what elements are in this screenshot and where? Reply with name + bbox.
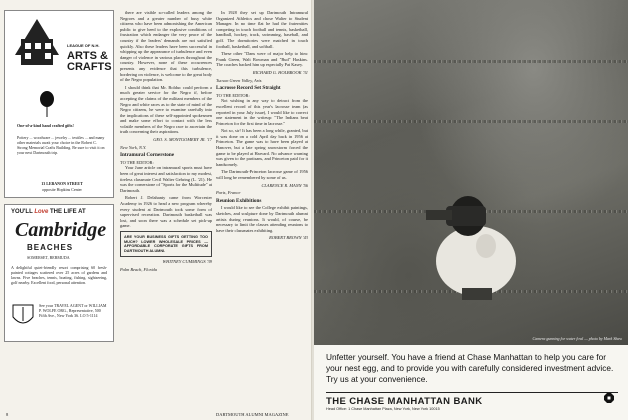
crest-icon [11,303,35,329]
letter-paragraph: In 1928 they set up Dartmouth Intramural Organized Athletics and chose Walter to Student Manager. In no time flat he had the fraternities competing in touch football and tennis, basketball, handball, hockey, track, swimming, baseball, and golf. The dormitories were matched in touch football, basketball, and softball. [216,10,308,49]
magazine-folio: DARTMOUTH ALUMNI MAGAZINE [216,412,289,417]
chase-octagon-logo-icon [604,393,614,403]
letter-place: Tucson Green Valley, Ariz. [216,77,263,83]
arts-address-sub: opposite Hopkins Center [42,187,82,192]
letter-paragraph: Not wishing in any way to detract from the excellent record of this year's lacrosse team (as reported in your July issue), I would like to correct one statement in the writeup: "The Indians beat Princeton for the first time in lacrosse." [216,98,308,126]
letters-column-2 [216,10,308,243]
cambridge-contact: See your TRAVEL AGENT or WILLIAM P. WOLFE ORG., Representative, 500 Fifth Ave., New York 36. LO 5-1114 [39,303,107,318]
bank-name: THE CHASE MANHATTAN BANK [326,396,483,407]
letter-paragraph: The Dartmouth-Princeton lacrosse game of 1956 will long be remembered by some of us. [216,169,308,181]
ad-headline: Unfetter yourself. You have a friend at Chase Manhattan to help you care for your nest egg, and to provide you with carefully considered investment advice. Try us at your convenience. [326,352,614,384]
chase-photo [314,0,628,345]
arts-address: 13 LEBANON STREET [41,181,83,186]
the-life-at-text: THE LIFE AT [50,209,86,215]
right-page [314,0,628,420]
letter-paragraph: there are visible so-called leaders among the Negroes and a greater number of busy white citizens who have been admonishing the American public to give heed to the explosive conditions of frustration which endanger the very peace of the country if the leaders' demands are not satisfied quickly. Also these leaders have been successful in whipping up the appearance of turbulence and even danger of violence in various places throughout the country. However, none of these occurrences presents any evidence that this turbulence, bordering on violence, is welcome to the great body of the Negro population. [120,10,212,83]
beaches-title: BEACHES [27,243,74,252]
youll-text: YOU'LL [11,209,33,215]
business-gifts-box: ARE YOUR BUSINESS GIFTS GETTING TOO MUCH? LOWER WHOLESALE PRICES — AFFORDABLE CORPORATE GIFTS FROM DARTMOUTH ALUMNI. [120,231,212,257]
letter-paragraph: Not so, sir! It has been a long while, granted, but it was done on a cold April day back in 1956 at Princeton. The game was to have been played at Hanover, but a late spring snowstorm forced the game to be played at Harvard. No advance warning was given to the partisans, and Princeton paid for it handsomely. [216,128,308,167]
bank-address: Head Office: 1 Chase Manhattan Plaza, New York, New York 10015 [326,407,440,411]
letter-paragraph: These other "Dans were of major help to him: Frank Green, Walt Bowman and "Bud" Haskins. The coaches backed him up especially Pat Kasey. [216,51,308,68]
cambridge-body: A delightful quiet-friendly resort comprising 60 fresh-painted cottages scattered over 25 acres of gardens and lawns. Five beaches, tennis, boating, fishing, sightseeing, golf nearby. Excellent food, personal attention. [11,265,107,285]
cambridge-beaches-ad [4,204,114,342]
balloon-icon [39,91,55,117]
letters-column-1 [120,10,212,273]
letter-place: Paris, France [216,190,241,196]
section-heading: Lacrosse Record Set Straight [216,85,281,92]
letter-signature: CLARENCE R. MANN '56 [261,182,308,188]
letter-paragraph: I would like to see the College exhibit paintings, sketches, and sculpture done by Dartmouth alumni artists during reunions. It would, of course, be necessary to limit the classes attending reunions to have their classmates exhibiting. [216,205,308,233]
camera-figure-icon [426,176,521,306]
to-editor: TO THE EDITOR: [120,159,154,165]
arts-body: Pottery ... woodware ... jewelry ... textiles ... and many other materials await your choice in the Robert C. Strong Memorial Crafts Building. Be sure to visit it on your next Dartmouth trip. [17,135,105,155]
letter-signature: WHITNEY CUMMINGS '39 [162,259,212,265]
letter-place: New York, N.Y. [120,144,147,150]
arts-crafts-ad [4,10,114,198]
page-number: 8 [6,412,9,417]
letter-place: Palm Beach, Florida [120,266,157,272]
section-heading: Reunion Exhibitions [216,197,262,204]
letter-signature: GEO. S. MONTGOMERY JR. '17 [153,137,212,143]
letter-paragraph: Robert J. Delahanty came from Worcester Academy in 1926 to head a new program whereby every student at Dartmouth took some form of supervised recreation. Dartmouth basketball was lost, and soon there was a schedule set pick-up game. [120,195,212,229]
letter-signature: RICHARD G. HOLBROOK '31 [252,69,308,75]
letter-paragraph: TO THE EDITOR: [216,92,250,98]
cambridge-title: Cambridge [15,219,107,241]
building-icon [11,15,63,67]
love-text: Love [34,209,49,215]
photo-caption: Camera gunning for water fowl — photo by Mark Shaw [532,336,622,341]
arts-crafts-title: ARTS & CRAFTS [67,50,112,73]
left-page [0,0,312,420]
bank-signature-bar [326,392,618,411]
bermuda-place: SOMERSET, BERMUDA [27,255,70,260]
section-heading: Intramural Cornerstone [120,152,175,159]
arts-headline: One-of-a-kind hand crafted gifts! [17,123,74,128]
league-label: LEAGUE OF N.H. [67,43,100,48]
letter-paragraph: Your June article on intramural sports must have been of great interest and satisfaction to my modest, tireless classmate Cecil Walter Gehring (L. '21). He was the cornerstone of "Sports for the Multitude" at Dartmouth. [120,165,212,193]
letter-signature: ROBERT BROWN '43 [269,235,308,241]
letter-paragraph: I should think that Mr. Bolduc could perform a much greater service for the Negro if, before accepting the claims of the militant members of the Negro and white races as to the state of mind of the Negro citizens, he were to examine carefully into the implications of these self-appointed spokesmen and make some effort to contact with the less volatile members of the Negro race to ascertain the truth concerning their aspirations. [120,84,212,135]
